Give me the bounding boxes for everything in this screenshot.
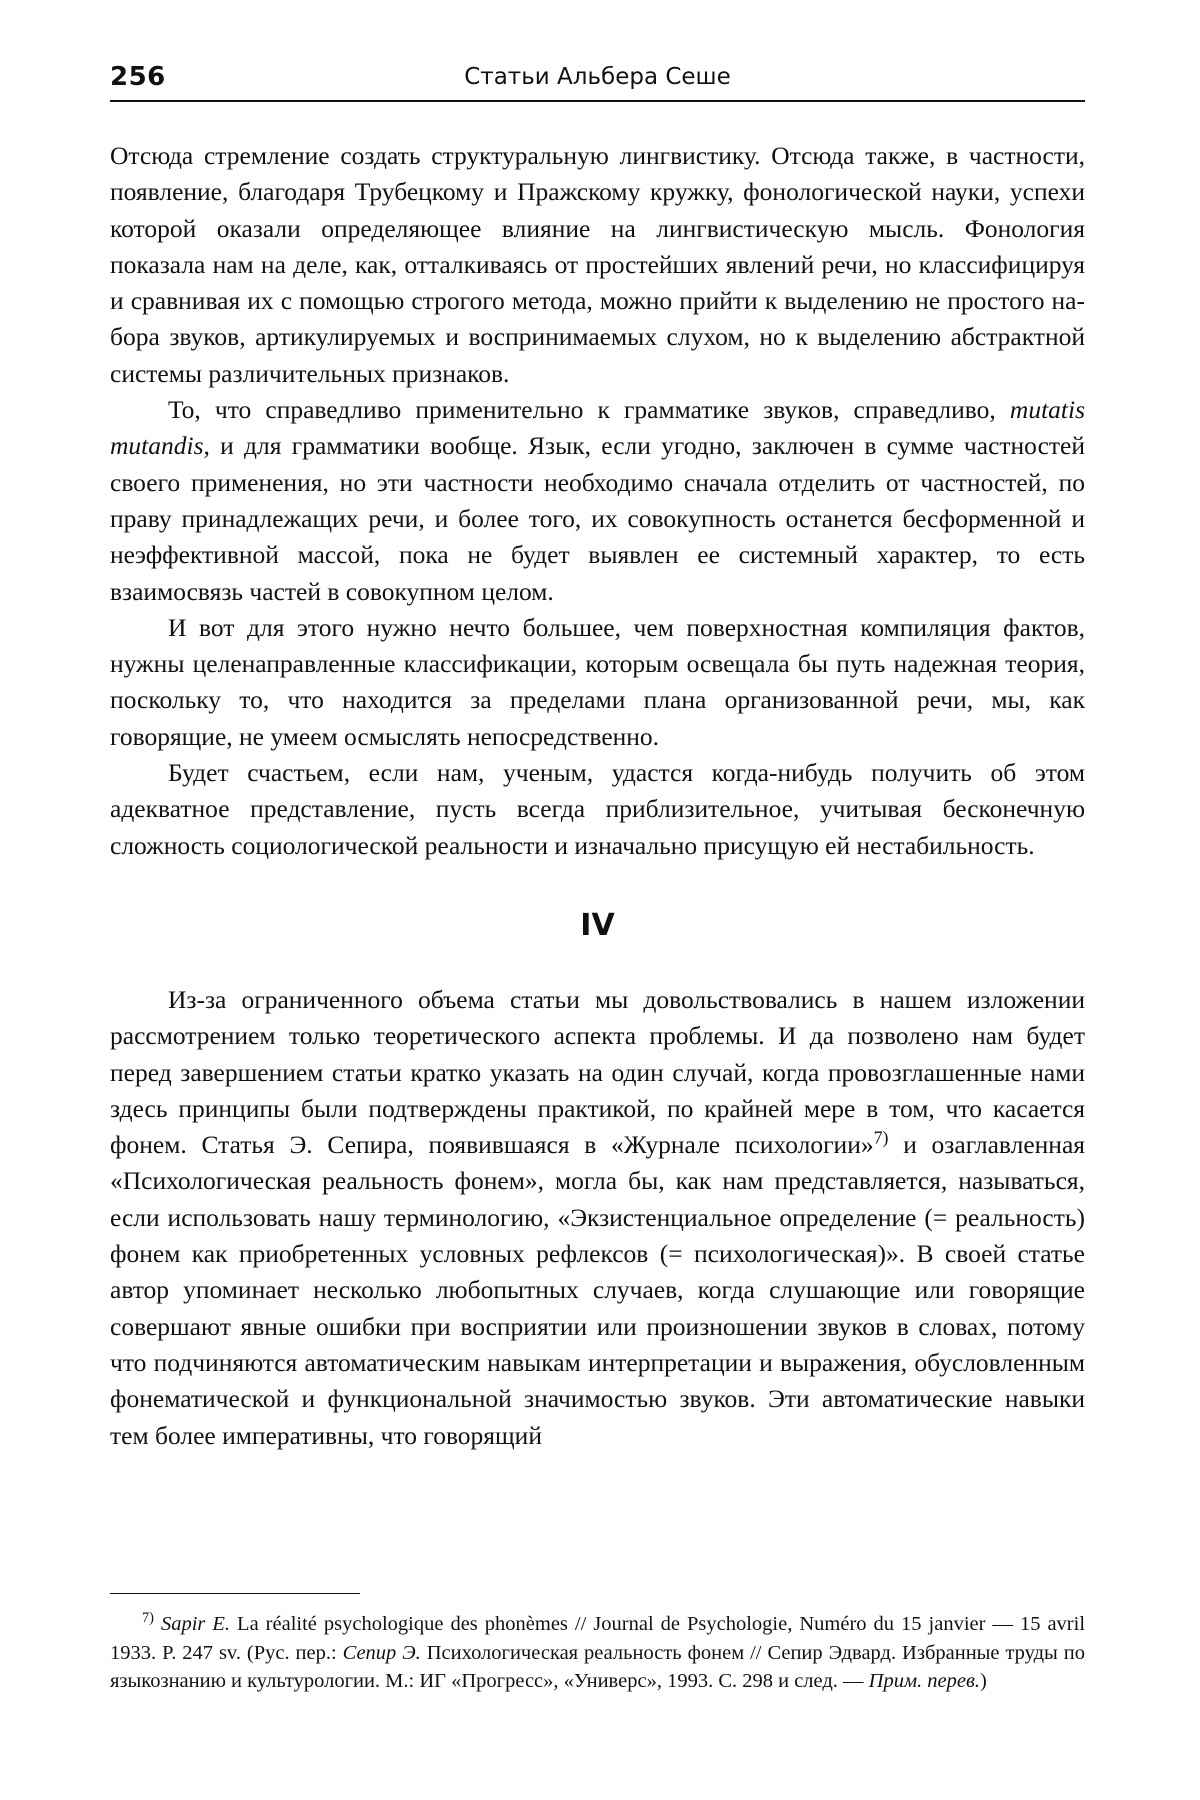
footnote-text-c: ) bbox=[980, 1670, 987, 1692]
running-title: Статьи Альбера Сеше bbox=[464, 64, 731, 90]
paragraph-2-part-a: То, что справедливо применительно к грамматике звуков, справедливо, bbox=[168, 395, 1010, 425]
footnote-reference[interactable]: 7) bbox=[873, 1127, 889, 1148]
latin-phrase: mutatis mutandis, bbox=[110, 395, 1085, 461]
footnote-translator: Сепир Э. bbox=[342, 1641, 421, 1664]
book-page bbox=[110, 0, 1085, 1800]
running-head bbox=[110, 62, 1085, 102]
paragraph-1: Отсюда стремление создать структуральную лингвистику. Отсюда также, в частности, появление, благодаря Трубецкому и Пражскому кружку, фонологической науки, успехи которой оказали определяющее влияние на лингвистическую мысль. Фонология показала нам на деле, как, отталкиваясь от простейших явлений речи, но классифицируя и сравнивая их с помощью строгого метода, можно прийти к выделению не простого набора звуков, артикулируемых и воспринимаемых слухом, но к выделению абстрактной системы различительных признаков. bbox=[110, 141, 1085, 388]
paragraph-5 bbox=[110, 982, 1085, 1454]
footnote-text-a: La réalité psychologique des phonèmes // Journal de Psychologie, Numéro du 15 janvier — 15 avril 1933. P. 247 sv. (Рус. пер.: bbox=[110, 1613, 1086, 1664]
paragraph-5-part-b: и озаглавленная «Психологическая реальность фонем», могла бы, как нам представляется, называться, если использовать нашу терминологию, «Экзистенциальное определение (= реальность) фонем как приобретенных условных рефлексов (= психологическая)». В своей статье автор упоминает несколько любопытных случаев, когда слушающие или говорящие совершают явные ошибки при восприятии или произношении звуков в словах, потому что подчиняются автоматическим навыкам интерпретации и выражения, обусловленным фонематической и функциональной значимостью звуков. Эти автоматические навыки тем более императивны, что говорящий bbox=[110, 1130, 1085, 1450]
footnote-marker: 7) bbox=[142, 1610, 154, 1627]
paragraph-2-part-b: и для грамматики вообще. Язык, если угодно, заключен в сумме частностей своего применения, но эти частности необходимо сначала отделить от частностей, по праву принадлежащих речи, и более того, их совокупность останется бесформенной и неэффективной массой, пока не будет выявлен ее системный характер, то есть взаимосвязь частей в совокупном целом. bbox=[110, 431, 1085, 606]
footnote-text-b: Психологическая реальность фонем // Сепир Эдвард. Избранные труды по языкознанию и культурологии. М.: ИГ «Прогресс», «Универс», 1993. С. 298 и след. — bbox=[110, 1641, 1085, 1692]
paragraph-5-part-a: Из-за ограниченного объема статьи мы довольствовались в нашем изложении рассмотрением только теоретического аспекта проблемы. И да позволено нам будет перед завершением статьи кратко указать на один случай, когда провозглашенные нами здесь принципы были подтверждены практикой, по крайней мере в том, что касается фонем. Статья Э. Сепира, появившаяся в «Журнале психологии» bbox=[110, 984, 1085, 1160]
footnote bbox=[110, 1610, 1085, 1696]
footnote-note-label: Прим. перев. bbox=[868, 1670, 981, 1692]
paragraph-2 bbox=[110, 392, 1085, 610]
header-rule bbox=[110, 100, 1085, 102]
footnote-author: Sapir E. bbox=[160, 1613, 231, 1635]
paragraph-3: И вот для этого нужно нечто большее, чем поверхностная компиляция фактов, нужны целенаправленные классификации, которым освещала бы путь надежная теория, поскольку то, что находится за пределами плана организованной речи, мы, как говорящие, не умеем осмыслять непосредственно. bbox=[110, 612, 1085, 751]
section-heading: IV bbox=[580, 907, 615, 943]
paragraph-4: Будет счастьем, если нам, ученым, удастся когда-нибудь получить об этом адекватное представление, пусть всегда приблизительное, учитывая бесконечную сложность социологической реальности и изначально присущую ей нестабильность. bbox=[110, 758, 1085, 860]
page-number: 256 bbox=[110, 62, 166, 92]
footnote-rule bbox=[110, 1593, 360, 1594]
body-text bbox=[110, 138, 1085, 1454]
